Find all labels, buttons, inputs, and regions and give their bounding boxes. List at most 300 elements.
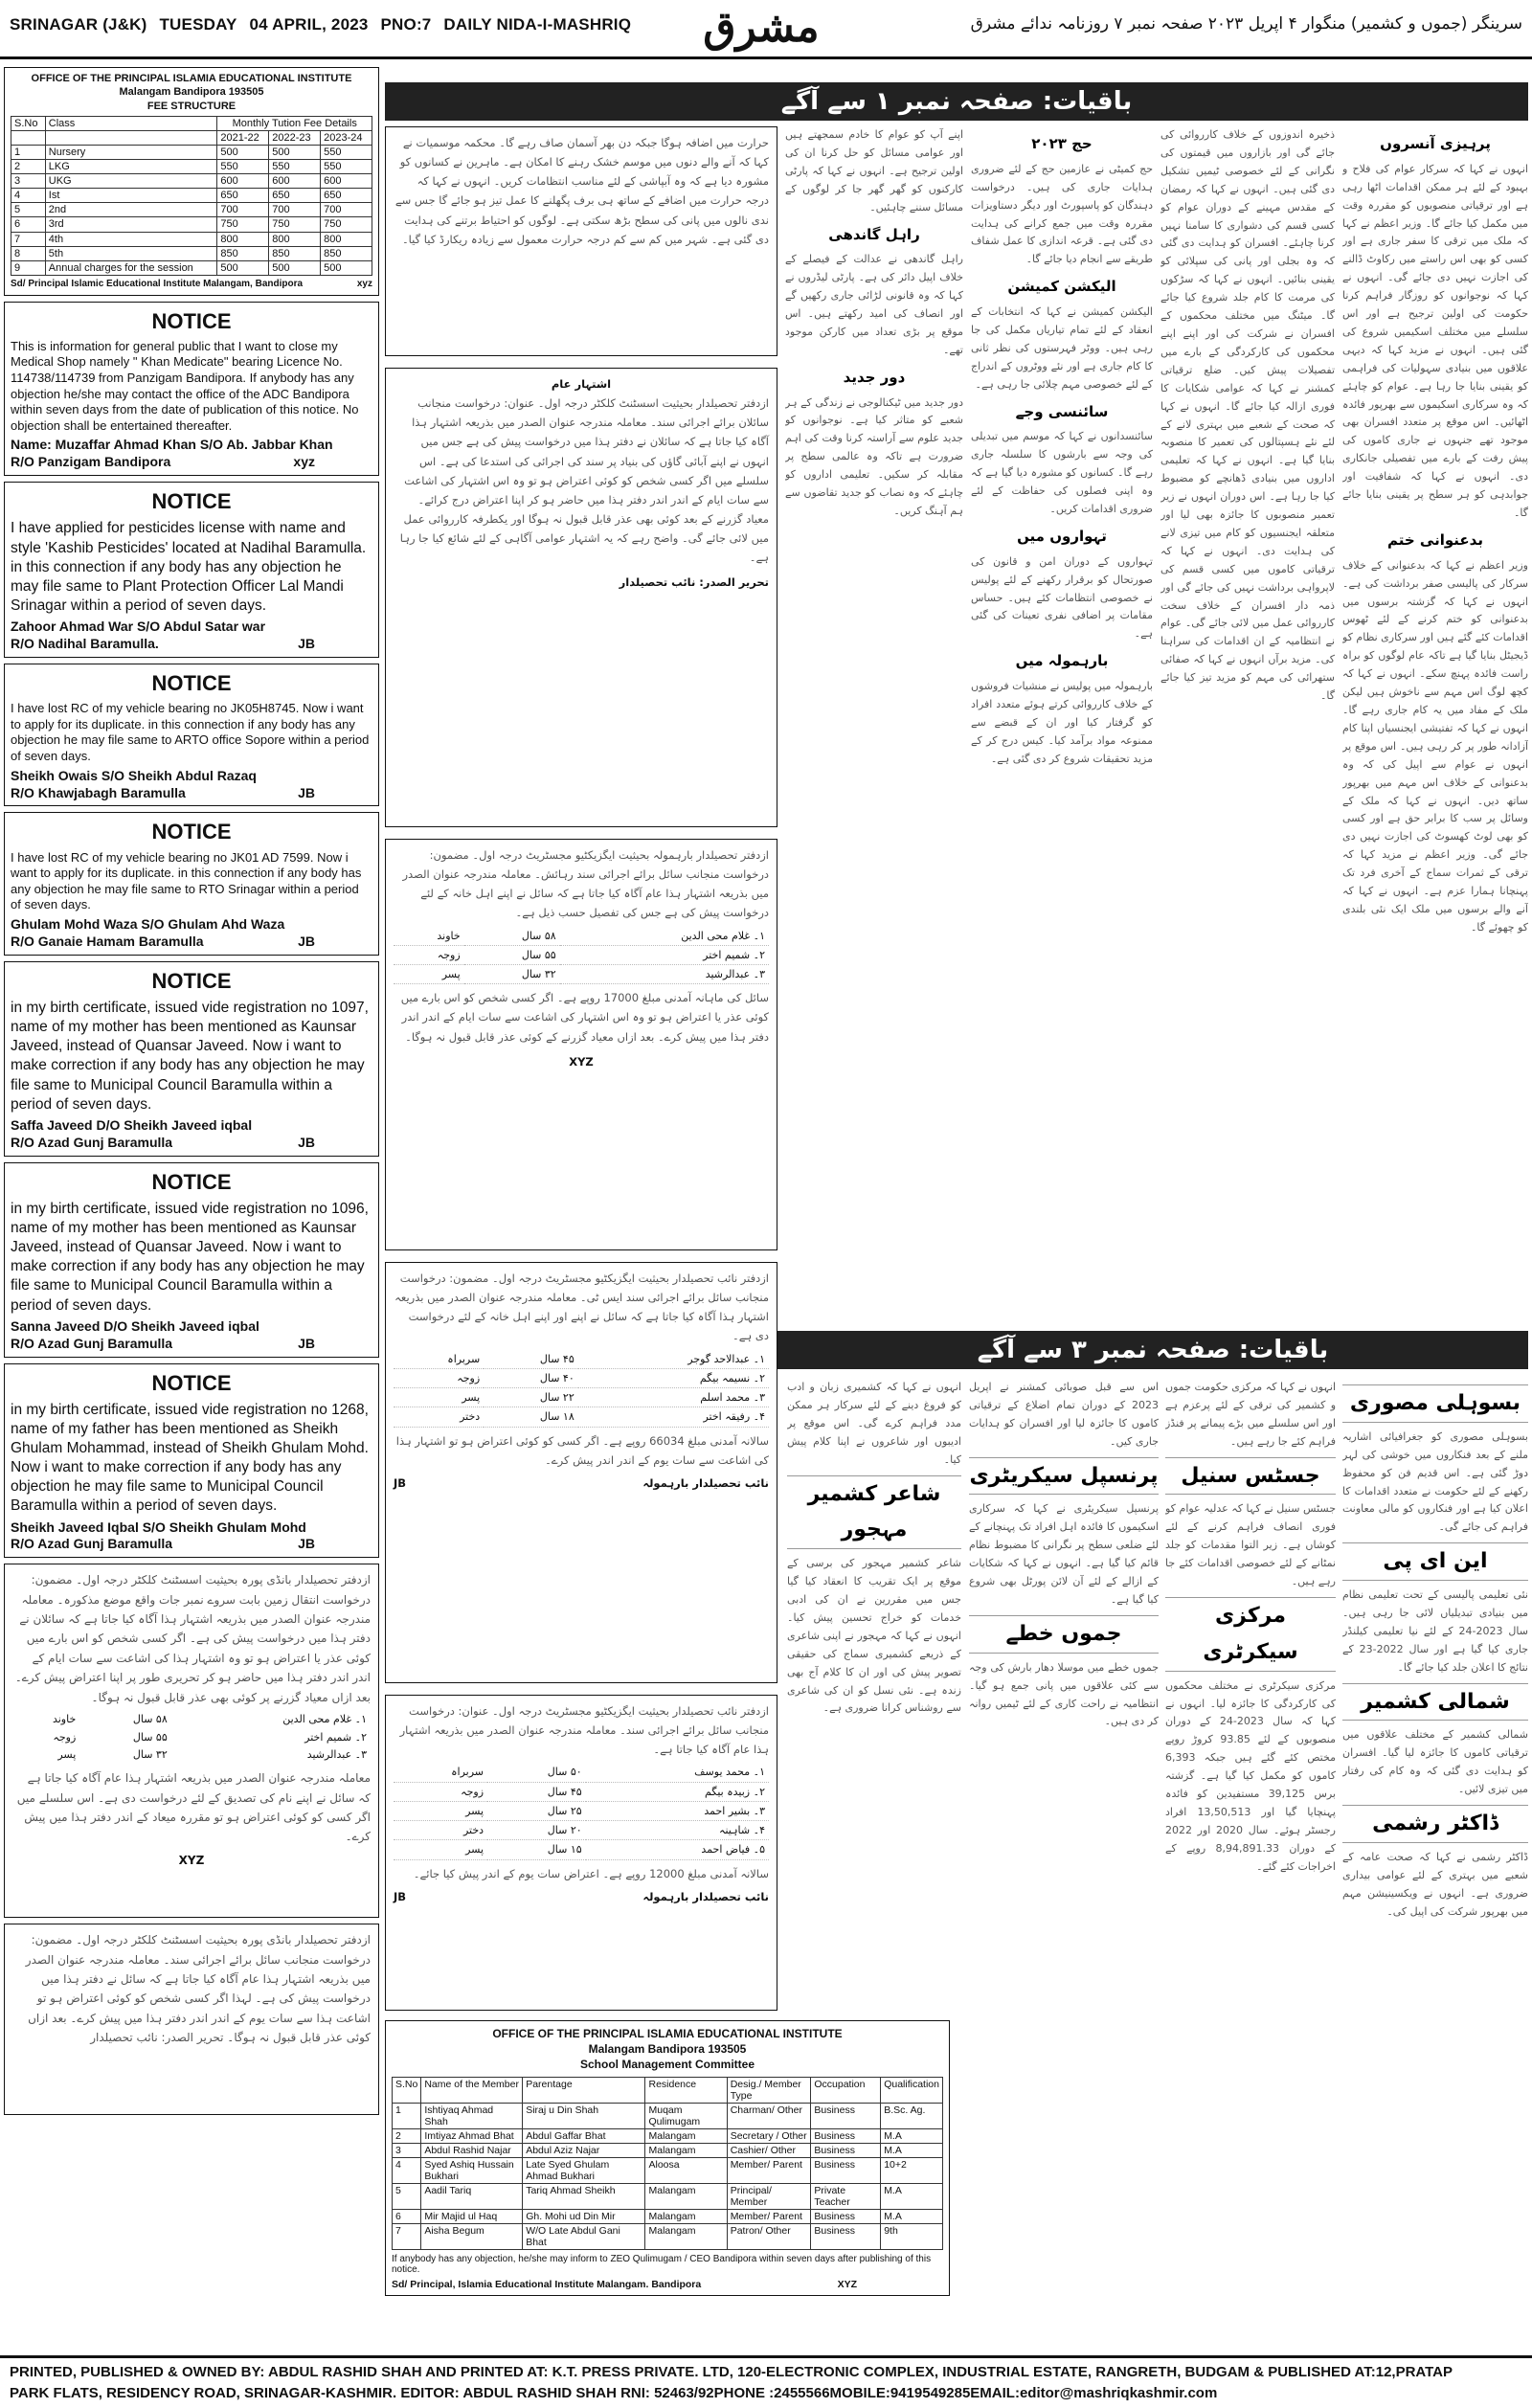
urdu-ad-title: اشتہار عام [551, 377, 612, 391]
urdu-legal-text: معاملہ مندرجہ عنوان الصدر میں بذریعہ اشتہار ہذا عام آگاہ کیا جاتا ہے کہ سائل نے اپنے نام کی تصدیق کے لئے درخواست دی ہے۔ اس سلسلے میں اگر کسی کو کوئی اعتراض ہو تو مقررہ میعاد کے اندر دفتر ہذا میں پیش کرے۔ [16, 1771, 371, 1844]
family-cell: پسر [394, 1801, 487, 1820]
imprint-footer [0, 2355, 1532, 2408]
notice-title: NOTICE [151, 968, 232, 993]
column-subhead: شمالی کشمیر [1342, 1683, 1528, 1722]
fee-cell: 9 [11, 260, 46, 275]
smc-cell: 2 [393, 2128, 421, 2143]
family-cell: ۱۔ غلام محی الدین [560, 927, 769, 946]
notice-box [4, 812, 379, 955]
smc-cell: Business [811, 2209, 881, 2223]
smc-cell: Imtiyaz Ahmad Bhat [421, 2128, 523, 2143]
masthead-date: 04 APRIL, 2023 [249, 15, 369, 34]
main-news-area [385, 67, 1528, 2351]
notice-body: I have lost RC of my vehicle bearing no JK05H8745. Now i want to apply for its duplicate. in this connection if any body has any objection he may file same to ARTO office Sopore within a period of seven days. [11, 701, 370, 763]
school-management-committee-ad [385, 2020, 950, 2296]
fee-header-class: Class [45, 116, 217, 130]
fee-table [11, 116, 372, 276]
urdu-legal-notice-left-bottom [4, 1924, 379, 2115]
family-row [394, 945, 769, 964]
fee-cell: UKG [45, 174, 217, 189]
notice-code: xyz [293, 454, 315, 470]
masthead-dateline [10, 15, 639, 34]
article-text: شاعر کشمیر مہجور کی برسی کے موقع پر ایک تقریب کا انعقاد کیا گیا جس میں مقررین نے ان کی ادبی خدمات کو خراج تحسین پیش کیا۔ انہوں نے کہا کہ مہجور نے اپنی شاعری کے ذریعے کشمیری سماج کی حقیقی تصویر پیش کی اور ان کا کلام آج بھی زندہ ہے۔ نئی نسل کو ان کی شاعری سے روشناس کرانا ضروری ہے۔ [787, 1557, 961, 1715]
family-cell: ۲۔ شمیم اختر [304, 1730, 367, 1744]
masthead-urdu-dateline: سرینگر (جموں و کشمیر) منگوار ۴ اپریل ۲۰۲۳ صفحہ نمبر ۷ روزنامہ ندائے مشرق [970, 14, 1522, 34]
news-column [969, 1379, 1159, 2336]
news-column [1165, 1379, 1336, 2336]
fee-title-2: Malangam Bandipora 193505 [119, 86, 264, 99]
article-text: پرنسپل سیکریٹری نے کہا کہ سرکاری اسکیموں کا فائدہ اہل افراد تک پہنچانے کے لئے ضلعی سطح پر نگرانی کا مضبوط نظام قائم کیا گیا ہے۔ انہوں نے کہا کہ شکایات کے ازالے کے لئے آن لائن پورٹل بھی شروع کیا گیا ہے۔ [969, 1502, 1159, 1606]
smc-row [393, 2157, 943, 2183]
urdu-legal-text: ازدفتر تحصیلدار بارہمولہ بحیثیت ایگزیکٹیو مجسٹریٹ درجہ اول۔ مضمون: درخواست منجانب سائل برائے اجرائی سند رہائش۔ معاملہ مندرجہ عنوان الصدر میں بذریعہ اشتہار ہذا عام آگاہ کیا جاتا ہے کہ سائل نے اپنے اہل خانہ کے لئے درخواست پیش کی ہے جس کی تفصیل حسب ذیل ہے۔ [402, 848, 769, 920]
fee-cell: 750 [321, 217, 372, 232]
smc-cell: Aisha Begum [421, 2223, 523, 2249]
column-subhead: شاعر کشمیر مہجور [787, 1475, 961, 1550]
smc-cell: Late Syed Ghulam Ahmad Bukhari [523, 2157, 645, 2183]
family-row [394, 1840, 769, 1859]
urdu-family-table [394, 1763, 769, 1859]
column-subhead: بسوہلی مصوری [1342, 1384, 1528, 1423]
family-cell: ۵۵ سال [464, 945, 560, 964]
article-text: نئی تعلیمی پالیسی کے تحت تعلیمی نظام میں بنیادی تبدیلیاں لائی جا رہی ہیں۔ سال 2023-24 کے لئے نیا تعلیمی کیلنڈر جاری کیا گیا ہے اور سال 2022-23 کے نتائج کا اعلان جلد کیا جائے گا۔ [1342, 1588, 1528, 1674]
notice-address: R/O Azad Gunj Baramulla [11, 1335, 173, 1351]
urdu-legal-text: سائل کی ماہانہ آمدنی مبلغ 17000 روپے ہے۔ اگر کسی شخص کو اس بارے میں کوئی عذر یا اعتراض ہو تو وہ اس اشتہار کی اشاعت سے سات ایام کے اندر اندر دفتر ہذا میں پیش کرے۔ بعد ازاں معیاد گزرنے کے کوئی عذر قابل قبول نہ ہوگا۔ [400, 991, 769, 1044]
family-cell: پسر [394, 965, 464, 984]
fee-cell: 850 [321, 246, 372, 260]
newspaper-logo: مشرق [703, 3, 820, 52]
article-text: اس سے قبل صوبائی کمشنر نے اپریل 2023 کے دوران تمام اضلاع کے ترقیاتی کاموں کا جائزہ لیا اور افسران کو ہدایات جاری کیں۔ [969, 1381, 1159, 1448]
family-cell: ۵۔ فیاض احمد [586, 1840, 769, 1859]
urdu-family-table [12, 1711, 371, 1765]
urdu-article-box [385, 126, 777, 356]
smc-cell: 3 [393, 2143, 421, 2157]
fee-cell: 550 [217, 160, 269, 174]
fee-cell: 800 [217, 232, 269, 246]
fee-cell: 700 [321, 203, 372, 217]
smc-cell: Business [811, 2157, 881, 2183]
notice-code: JB [298, 1134, 315, 1150]
column-subhead: پرہیزی آنسروں [1380, 135, 1491, 152]
fee-row [11, 189, 372, 203]
fee-header-details: Monthly Tution Fee Details [217, 116, 372, 130]
notice-signatory: Sheikh Owais S/O Sheikh Abdul Razaq [11, 767, 257, 783]
notice-title: NOTICE [151, 820, 232, 844]
article-text: جموں خطے میں موسلا دھار بارش کی وجہ سے کئی علاقوں میں پانی جمع ہو گیا۔ انتظامیہ نے راحت کاری کے لئے ٹیمیں روانہ کر دی ہیں۔ [969, 1660, 1159, 1728]
smc-row [393, 2143, 943, 2157]
family-cell: ۵۵ سال [132, 1730, 168, 1744]
urdu-legal-notice [385, 1262, 777, 1683]
smc-cell: M.A [881, 2128, 943, 2143]
notice-signatory: Zahoor Ahmad War S/O Abdul Satar war [11, 619, 266, 635]
column-subhead: دور جدید [843, 368, 906, 386]
family-cell: ۲۰ سال [487, 1821, 586, 1840]
urdu-legal-notice-left [4, 1564, 379, 1918]
urdu-legal-notice [385, 1695, 777, 2011]
smc-header-cell: S.No [393, 2077, 421, 2103]
smc-cell: Tariq Ahmad Sheikh [523, 2183, 645, 2209]
smc-cell: Abdul Aziz Najar [523, 2143, 645, 2157]
news-column [971, 126, 1153, 1323]
notice-title: NOTICE [151, 670, 232, 695]
fee-cell: 800 [321, 232, 372, 246]
fee-header-sno: S.No [11, 116, 46, 130]
urdu-ad-signatory: نائب تحصیلدار بارہمولہ [642, 1475, 769, 1490]
fee-cell: 800 [269, 232, 321, 246]
smc-cell: Member/ Parent [727, 2157, 811, 2183]
notice-box [4, 482, 379, 658]
notice-title: NOTICE [151, 489, 232, 514]
smc-cell: Aloosa [645, 2157, 727, 2183]
urdu-ad-code: XYZ [569, 1054, 594, 1069]
smc-cell: 10+2 [881, 2157, 943, 2183]
column-subhead: جسٹس سنیل [1165, 1457, 1336, 1496]
family-cell: ۴۔ شاہینہ [586, 1821, 769, 1840]
urdu-legal-text: ازدفتر تحصیلدار بانڈی پورہ بحیثیت اسسٹنٹ کلکٹر درجہ اول۔ مضمون: درخواست منجانب سائل برائے اجرائی سند۔ معاملہ مندرجہ عنوان الصدر میں بذریعہ اشتہار ہذا عام آگاہ کیا جاتا ہے کہ سائل نے دفتر ہذا میں درخواست پیش کی ہے۔ لہذا اگر کسی شخص کو کوئی اعتراض ہو تو اشاعت ہذا سے سات یوم کے اندر اندر دفتر ہذا میں پیش کرے۔ بعد ازاں کوئی عذر قابل قبول نہ ہوگا۔ تحریر الصدر: نائب تحصیلدار [25, 1933, 371, 2045]
fee-cell: 4 [11, 189, 46, 203]
article-text: راہل گاندھی نے عدالت کے فیصلے کے خلاف اپیل دائر کی ہے۔ پارٹی لیڈروں نے کہا کہ وہ قانونی لڑائی جاری رکھیں گے اور انصاف کی امید رکھتے ہیں۔ اس موقع پر بڑی تعداد میں کارکن موجود تھے۔ [785, 253, 963, 356]
column-subhead: راہل گاندھی [828, 225, 920, 243]
continuation-banner-mid: باقیات: صفحہ نمبر ۳ سے آگے [777, 1331, 1528, 1369]
fee-title-1: OFFICE OF THE PRINCIPAL ISLAMIA EDUCATIONAL INSTITUTE [31, 73, 352, 84]
family-row [12, 1729, 371, 1747]
smc-cell: Abdul Rashid Najar [421, 2143, 523, 2157]
fee-cell: 500 [269, 260, 321, 275]
fee-cell: 600 [269, 174, 321, 189]
family-cell: پسر [394, 1840, 487, 1859]
notice-signatory: Saffa Javeed D/O Sheikh Javeed iqbal [11, 1116, 253, 1133]
notice-address: R/O Panzigam Bandipora [11, 454, 171, 470]
column-subhead: حج ۲۰۲۳ [1031, 135, 1093, 152]
fee-row [11, 232, 372, 246]
urdu-ad-code: JB [394, 1475, 407, 1490]
family-cell: خاوند [52, 1713, 77, 1726]
smc-row [393, 2103, 943, 2128]
fee-cell: Nursery [45, 146, 217, 160]
urdu-ad-signatory: نائب تحصیلدار بارہمولہ [642, 1889, 769, 1903]
smc-title-3: School Management Committee [579, 2058, 755, 2072]
family-cell: زوجہ [53, 1730, 77, 1744]
column-subhead: سائنسی وجے [1015, 402, 1109, 420]
notice-body: in my birth certificate, issued vide registration no 1268, name of my father has been mentioned as Sheikh Ghulam Mohammad, instead of Sheikh Ghulam Mohd. Now i want to make correction if any body has any objection he may file same to Municipal Council Baramulla within a period of seven days. [11, 1401, 369, 1515]
family-row [394, 1801, 769, 1820]
smc-cell: 7 [393, 2223, 421, 2249]
smc-cell: Business [811, 2223, 881, 2249]
fee-cell: 2 [11, 160, 46, 174]
smc-row [393, 2209, 943, 2223]
smc-cell: Muqam Qulimugam [645, 2103, 727, 2128]
smc-cell: Member/ Parent [727, 2209, 811, 2223]
family-cell: ۳۔ عبدالرشید [306, 1748, 367, 1762]
article-text: ڈاکٹر رشمی نے کہا کہ صحت عامہ کے شعبے میں بہتری کے لئے عوامی بیداری ضروری ہے۔ انہوں نے ویکسینیشن مہم میں بھرپور شرکت کی اپیل کی۔ [1342, 1850, 1528, 1918]
article-text: حرارت میں اضافہ ہوگا جبکہ دن بھر آسمان صاف رہے گا۔ محکمہ موسمیات نے کہا کہ آنے والے دنوں میں موسم خشک رہنے کا امکان ہے۔ ماہرین نے کسانوں کو مشورہ دیا ہے کہ وہ آبپاشی کے لئے مناسب انتظامات کریں۔ انہوں نے کہا کہ درجہ حرارت میں اضافے کے ساتھ ہی برف پگھلنے کا عمل تیز ہو جائے گا جس سے ندی نالوں میں پانی کی سطح بڑھ سکتی ہے۔ لوگوں کو احتیاط برتنے کی ہدایت دی گئی ہے۔ شہر میں کم سے کم درجہ حرارت معمول سے زیادہ ریکارڈ کیا گیا۔ [394, 136, 769, 246]
fee-row [11, 160, 372, 174]
family-row [12, 1711, 371, 1729]
article-text: بسوہلی مصوری کو جغرافیائی اشاریہ ملنے کے بعد فنکاروں میں خوشی کی لہر دوڑ گئی ہے۔ اس قدیم فن کو محفوظ رکھنے کے لئے حکومت نے متعدد اقدامات کا اعلان کیا ہے اور فنکاروں کو مالی معاونت فراہم کی جائے گی۔ [1342, 1429, 1528, 1534]
family-cell: ۲۔ نسیمہ بیگم [578, 1368, 769, 1387]
notice-code: JB [298, 1536, 315, 1552]
fee-cell: 750 [269, 217, 321, 232]
notice-code: JB [298, 784, 315, 800]
notice-address: R/O Khawjabagh Baramulla [11, 784, 186, 800]
urdu-legal-text: ازدفتر تحصیلدار بحیثیت اسسٹنٹ کلکٹر درجہ اول۔ عنوان: درخواست منجانب سائلان برائے اجرائی سند۔ معاملہ مندرجہ عنوان الصدر میں بذریعہ اشتہار ہذا آگاہ کیا جاتا ہے کہ سائلان نے دفتر ہذا میں درخواست پیش کی ہے جس میں انہوں نے اپنے آبائی گاؤں کی بنیاد پر سند کی اجرائی کی استدعا کی ہے۔ اس سلسلے میں اگر کسی شخص کو کوئی اعتراض ہو تو وہ اس اشتہار کی اشاعت سے سات ایام کے اندر اندر دفتر ہذا میں حاضر ہو کر اپنا اعتراض درج کرائے۔ معیاد گزرنے کے بعد کوئی بھی عذر قابل قبول نہ ہوگا اور یکطرفہ کارروائی عمل میں لائی جائے گی۔ واضح رہے کہ یہ اشتہار عوامی آگاہی کے لئے شائع کیا جا رہا ہے۔ [399, 396, 769, 565]
urdu-legal-text: ازدفتر نائب تحصیلدار بحیثیت ایگزیکٹیو مجسٹریٹ درجہ اول۔ مضمون: درخواست منجانب سائل برائے اجرائی سند ایس ٹی۔ معاملہ مندرجہ عنوان الصدر میں بذریعہ اشتہار ہذا آگاہ کیا جاتا ہے کہ سائل نے اپنے اور اپنے اہل خانہ کے لئے درخواست دی ہے۔ [394, 1272, 769, 1343]
family-row [394, 1388, 769, 1407]
smc-header-cell: Name of the Member [421, 2077, 523, 2103]
column-subhead: جموں خطے [969, 1615, 1159, 1654]
column-subhead: بارہمولہ میں [1015, 652, 1109, 670]
urdu-legal-text: سالانہ آمدنی مبلغ 12000 روپے ہے۔ اعتراض سات یوم کے اندر پیش کیا جائے۔ [413, 1866, 769, 1880]
notice-box [4, 664, 379, 806]
family-row [394, 1368, 769, 1387]
smc-cell: Charman/ Other [727, 2103, 811, 2128]
smc-cell: M.A [881, 2209, 943, 2223]
fee-cell: 550 [321, 146, 372, 160]
family-row [394, 927, 769, 946]
family-cell: ۳۔ عبدالرشید [560, 965, 769, 984]
family-cell: ۲۵ سال [487, 1801, 586, 1820]
urdu-ad-code: XYZ [178, 1853, 205, 1867]
smc-footer: Sd/ Principal, Islamia Educational Institute Malangam. Bandipora [392, 2278, 702, 2290]
smc-header-cell: Parentage [523, 2077, 645, 2103]
left-notices-column [4, 67, 379, 2351]
article-text: جسٹس سنیل نے کہا کہ عدلیہ عوام کو فوری انصاف فراہم کرنے کے لئے کوشاں ہے۔ زیر التوا مقدمات کو جلد نمٹانے کے لئے خصوصی اقدامات کئے جا رہے ہیں۔ [1165, 1502, 1336, 1588]
family-cell: ۱۔ عبدالاحد گوجر [578, 1350, 769, 1369]
smc-header-cell: Desig./ Member Type [727, 2077, 811, 2103]
smc-cell: Business [811, 2103, 881, 2128]
family-row [394, 1350, 769, 1369]
fee-cell: 700 [217, 203, 269, 217]
article-text: اپنے آپ کو عوام کا خادم سمجھتے ہیں اور عوامی مسائل کو حل کرنا ان کی اولین ترجیح ہے۔ انہوں نے کہا کہ پارٹی کارکنوں کو گھر گھر جا کر لوگوں کے مسائل سننے چاہئیں۔ [785, 128, 963, 214]
smc-cell: 5 [393, 2183, 421, 2209]
smc-cell: Malangam [645, 2143, 727, 2157]
fee-cell: 2nd [45, 203, 217, 217]
family-row [394, 1782, 769, 1801]
notice-title: NOTICE [151, 1169, 232, 1194]
family-cell: ۲۔ زبیدہ بیگم [586, 1782, 769, 1801]
family-cell: پسر [57, 1748, 77, 1762]
smc-title-1: OFFICE OF THE PRINCIPAL ISLAMIA EDUCATIONAL INSTITUTE [492, 2027, 843, 2040]
smc-cell: W/O Late Abdul Gani Bhat [523, 2223, 645, 2249]
news-column [787, 1379, 961, 2011]
fee-cell: 600 [321, 174, 372, 189]
article-text: وزیر اعظم نے کہا کہ بدعنوانی کے خلاف سرکار کی پالیسی صفر برداشت کی ہے۔ انہوں نے کہا کہ گزشتہ برسوں میں بدعنوانی کو ختم کرنے کے لئے ٹھوس اقدامات کئے گئے ہیں اور سرکاری نظام کو ڈیجیٹل بنایا گیا ہے تاکہ عام لوگوں کو براہ راست فائدہ پہنچ سکے۔ انہوں نے کہا کہ کچھ لوگ اس مہم سے ناخوش ہیں لیکن ملک کے مفاد میں یہ کام جاری رہے گا۔ انہوں نے کہا کہ تفتیشی ایجنسیاں اپنا کام آزادانہ طور پر کر رہی ہیں۔ اس موقع پر انہوں نے عوام سے اپیل کی کہ وہ بدعنوانی کے خلاف اس مہم میں بھرپور ساتھ دیں۔ انہوں نے کہا کہ ملک کے وسائل پر سب کا برابر حق ہے اور کسی کو بھی لوٹ کھسوٹ کی اجازت نہیں دی جائے گی۔ وزیر اعظم نے مزید کہا کہ ترقی کے ثمرات سماج کے آخری فرد تک پہنچانا ہمارا عزم ہے۔ انہوں نے کہا کہ آنے والے برسوں میں ملک ایک نئی بلندی کو چھوئے گا۔ [1342, 558, 1528, 934]
smc-header-cell: Occupation [811, 2077, 881, 2103]
fee-cell: 650 [217, 189, 269, 203]
masthead-page: PNO:7 [380, 15, 432, 34]
article-text: ذخیرہ اندوزوں کے خلاف کارروائی کی جائے گی اور بازاروں میں قیمتوں کی نگرانی کے لئے خصوصی ٹیمیں تشکیل دی گئی ہیں۔ انہوں نے کہا کہ رمضان کے مقدس مہینے کے دوران عوام کو کسی قسم کی دشواری کا سامنا نہیں کرنا چاہئے۔ افسران کو ہدایت دی گئی کہ وہ بجلی اور پانی کی سپلائی کو یقینی بنائیں۔ انہوں نے کہا کہ سڑکوں کی مرمت کا کام جلد شروع کیا جائے گا۔ میٹنگ میں مختلف محکموں کے افسران نے شرکت کی اور اپنے اپنے محکموں کی کارکردگی کے بارے میں تفصیلات پیش کیں۔ ضلع ترقیاتی کمشنر نے کہا کہ عوامی شکایات کا فوری ازالہ کیا جائے گا۔ انہوں نے کہا کہ صحت کے شعبے میں بہتری لانے کے لئے نئے ہسپتالوں کی تعمیر کا منصوبہ بنایا گیا ہے۔ انہوں نے کہا کہ تعلیمی اداروں میں بنیادی ڈھانچے کو مضبوط کیا جا رہا ہے۔ اس دوران انہوں نے زیر تعمیر منصوبوں کا جائزہ بھی لیا اور متعلقہ ایجنسیوں کو کام میں تیزی لانے کی ہدایت دی۔ انہوں نے کہا کہ ترقیاتی کاموں میں کسی قسم کی لاپرواہی برداشت نہیں کی جائے گی اور ذمہ دار افسران کے خلاف سخت کارروائی عمل میں لائی جائے گی۔ عوام نے انتظامیہ کے ان اقدامات کی سراہنا کی۔ مزید برآں انہوں نے کہا کہ صفائی ستھرائی کی مہم کو مزید تیز کیا جائے گا۔ [1160, 128, 1335, 703]
column-subhead: ڈاکٹر رشمی [1342, 1805, 1528, 1843]
fee-cell: 8 [11, 246, 46, 260]
masthead-city: SRINAGAR (J&K) [10, 15, 147, 34]
fee-cell: 1 [11, 146, 46, 160]
column-subhead: این ای پی [1342, 1542, 1528, 1581]
family-cell: ۱۵ سال [487, 1840, 586, 1859]
fee-year: 2022-23 [269, 130, 321, 145]
fee-structure-ad [4, 67, 379, 296]
smc-cell: M.A [881, 2183, 943, 2209]
smc-cell: Business [811, 2128, 881, 2143]
article-text: الیکشن کمیشن نے کہا کہ انتخابات کے انعقاد کے لئے تمام تیاریاں مکمل کی جا رہی ہیں۔ ووٹر فہرستوں کی نظر ثانی کا کام جاری ہے اور نئے ووٹروں کے اندراج کے لئے خصوصی مہم چلائی جا رہی ہے۔ [971, 305, 1153, 391]
fee-title-3: FEE STRUCTURE [146, 100, 237, 112]
fee-cell: 650 [321, 189, 372, 203]
fee-cell: 550 [321, 160, 372, 174]
smc-header-cell: Residence [645, 2077, 727, 2103]
notice-code: JB [298, 933, 315, 949]
family-cell: ۳۲ سال [132, 1748, 168, 1762]
fee-cell: 6 [11, 217, 46, 232]
family-cell: سربراہ [394, 1350, 484, 1369]
family-cell: زوجہ [394, 1368, 484, 1387]
fee-cell: 850 [269, 246, 321, 260]
column-subhead: مرکزی سیکرٹری [1165, 1597, 1336, 1672]
fee-cell: 750 [217, 217, 269, 232]
fee-cell: 650 [269, 189, 321, 203]
urdu-legal-notice [385, 368, 777, 827]
urdu-legal-notice [385, 839, 777, 1250]
family-cell: ۳۔ بشیر احمد [586, 1801, 769, 1820]
fee-cell: 5th [45, 246, 217, 260]
fee-cell: LKG [45, 160, 217, 174]
notice-address: R/O Nadihal Baramulla. [11, 636, 159, 652]
notice-body: I have applied for pesticides license with name and style 'Kashib Pesticides' located at Nadihal Baramulla. in this connection if any body has any objection he may file same to Plant Protection Officer Lal Mandi Srinagar within a period of seven days. [11, 520, 367, 614]
fee-row [11, 174, 372, 189]
masthead-paper: DAILY NIDA-I-MASHRIQ [443, 15, 632, 34]
news-column [1342, 126, 1528, 1323]
smc-cell: Malangam [645, 2128, 727, 2143]
urdu-legal-text: ازدفتر تحصیلدار بانڈی پورہ بحیثیت اسسٹنٹ کلکٹر درجہ اول۔ مضمون: درخواست انتقال زمین بابت سروے نمبر جات واقع موضع مذکورہ۔ معاملہ مندرجہ عنوان الصدر میں بذریعہ اشتہار ہذا آگاہ کیا جاتا ہے کہ سائلان نے دفتر ہذا میں درخواست پیش کی ہے۔ اگر کسی شخص کو اس بارے میں کوئی عذر یا اعتراض ہو تو وہ اشتہار ہذا کی اشاعت سے سات ایام کے اندر اندر دفتر ہذا میں حاضر ہو کر تحریری طور پر اپنا اعتراض پیش کرے۔ بعد ازاں معیاد گزرنے پر کوئی بھی عذر قابل قبول نہ ہوگا۔ [14, 1573, 371, 1704]
notice-signatory: Sheikh Javeed Iqbal S/O Sheikh Ghulam Mohd [11, 1519, 306, 1535]
family-cell: ۱۔ محمد یوسف [586, 1763, 769, 1782]
notice-signatory: Ghulam Mohd Waza S/O Ghulam Ahd Waza [11, 916, 285, 933]
smc-cell: B.Sc. Ag. [881, 2103, 943, 2128]
notice-box [4, 302, 379, 477]
urdu-legal-text: سالانہ آمدنی مبلغ 66034 روپے ہے۔ اگر کسی کو کوئی اعتراض ہو تو اشتہار ہذا کی اشاعت سے سات یوم کے اندر اندر پیش کرے۔ [395, 1433, 769, 1467]
fee-row [11, 146, 372, 160]
article-text: انہوں نے کہا کہ کشمیری زبان و ادب کو فروغ دینے کے لئے سرکار ہر ممکن مدد فراہم کرے گی۔ اس موقع پر ادیبوں اور شاعروں نے اپنا کلام پیش کیا۔ [787, 1381, 961, 1466]
fee-row [11, 260, 372, 275]
column-subhead: پرنسپل سیکریٹری [969, 1457, 1159, 1496]
family-cell: ۵۸ سال [464, 927, 560, 946]
continuation-banner-top: باقیات: صفحہ نمبر ۱ سے آگے [385, 82, 1528, 121]
urdu-ad-code: JB [394, 1889, 407, 1903]
family-cell: ۴۰ سال [484, 1368, 578, 1387]
smc-cell: Malangam [645, 2183, 727, 2209]
masthead-day: TUESDAY [159, 15, 237, 34]
notice-body: in my birth certificate, issued vide registration no 1097, name of my mother has been mentioned as Kaunsar Javeed, instead of Quansar Javeed. Now i want to make correction if any body has any objection he may file same to Municipal Council Baramulla within a period of seven days. [11, 1000, 369, 1113]
fee-row [11, 246, 372, 260]
fee-row [11, 217, 372, 232]
column-subhead: بدعنوانی ختم [1387, 530, 1483, 549]
smc-header-cell: Qualification [881, 2077, 943, 2103]
family-cell: ۴۵ سال [487, 1782, 586, 1801]
family-cell: ۱۸ سال [484, 1407, 578, 1427]
article-text: حج کمیٹی نے عازمین حج کے لئے ضروری ہدایات جاری کی ہیں۔ درخواست دہندگان کو پاسپورٹ اور دیگر دستاویزات مقررہ وقت میں جمع کرانے کی ہدایت دی گئی ہے۔ قرعہ اندازی کا عمل شفاف طریقے سے انجام دیا جائے گا۔ [971, 162, 1153, 266]
family-row [394, 965, 769, 984]
fee-cell: 500 [217, 260, 269, 275]
article-text: دور جدید میں ٹیکنالوجی نے زندگی کے ہر شعبے کو متاثر کیا ہے۔ نوجوانوں کو جدید علوم سے آراستہ کرنا وقت کی اہم ضرورت ہے تاکہ وہ عالمی سطح پر مقابلہ کر سکیں۔ تعلیمی اداروں کو چاہئے کہ وہ نصاب کو جدید تقاضوں سے ہم آہنگ کریں۔ [785, 395, 963, 517]
notice-code: JB [298, 1335, 315, 1351]
article-text: انہوں نے کہا کہ سرکار عوام کی فلاح و بہبود کے لئے ہر ممکن اقدامات اٹھا رہی ہے اور ترقیاتی منصوبوں کو مقررہ وقت میں مکمل کیا جائے گا۔ وزیر اعظم نے کہا کہ ملک میں ترقی کا سفر جاری ہے اور کسی کو بھی اس راستے میں رکاوٹ ڈالنے کی اجازت نہیں دی جائے گی۔ انہوں نے کہا کہ نوجوانوں کو روزگار فراہم کرنا حکومت کی اولین ترجیح ہے اور اس سلسلے میں مختلف اسکیمیں شروع کی گئی ہیں۔ انہوں نے مزید کہا کہ دیہی علاقوں میں بنیادی سہولیات کی فراہمی کو یقینی بنایا جا رہا ہے۔ عوام کو چاہئے کہ وہ سرکاری اسکیموں سے بھرپور فائدہ اٹھائیں۔ اس موقع پر متعدد افسران بھی موجود تھے جنہوں نے جاری کاموں کی پیش رفت کے بارے میں تفصیلی جانکاری دی۔ انہوں نے کہا کہ شفافیت اور جوابدہی کو ہر سطح پر یقینی بنایا جائے گا۔ [1342, 162, 1528, 520]
smc-cell: Malangam [645, 2209, 727, 2223]
fee-cell: 600 [217, 174, 269, 189]
fee-cell: 550 [269, 160, 321, 174]
family-row [394, 1821, 769, 1840]
urdu-ad-signatory: تحریر الصدر: نائب تحصیلدار [619, 575, 769, 590]
smc-table [392, 2077, 943, 2250]
fee-cell: 5 [11, 203, 46, 217]
family-cell: ۵۸ سال [132, 1713, 168, 1726]
fee-cell: 850 [217, 246, 269, 260]
family-row [394, 1763, 769, 1782]
notice-body: This is information for general public that I want to close my Medical Shop namely " Khan Medicate" bearing Licence No. 114738/114739 from Panzigam Bandipora. If anybody has any objection he/she may contact the office of the ADC Bandipora within seven days from the date of publication of this notice. No objection shall be entertained thereafter. [11, 338, 359, 433]
smc-cell: 9th [881, 2223, 943, 2249]
article-text: سائنسدانوں نے کہا کہ موسم میں تبدیلی کی وجہ سے بارشوں کا سلسلہ جاری رہے گا۔ کسانوں کو مشورہ دیا گیا ہے کہ وہ اپنی فصلوں کی حفاظت کے لئے ضروری اقدامات کریں۔ [971, 430, 1153, 515]
family-cell: ۴۵ سال [484, 1350, 578, 1369]
family-cell: ۱۔ غلام محی الدین [282, 1713, 367, 1726]
imprint-line-1: PRINTED, PUBLISHED & OWNED BY: ABDUL RASHID SHAH AND PRINTED AT: K.T. PRESS PRIVATE. LTD, 120-ELECTRONIC COMPLEX, INDUSTRIAL ESTATE, RANGRETH, BUDGAM & PUBLISHED AT:12,PRATAP [10, 2364, 1453, 2380]
smc-cell: Siraj u Din Shah [523, 2103, 645, 2128]
smc-cell: Malangam [645, 2223, 727, 2249]
fee-row [11, 203, 372, 217]
smc-cell: 6 [393, 2209, 421, 2223]
notice-signatory: Name: Muzaffar Ahmad Khan S/O Ab. Jabbar Khan [11, 437, 333, 453]
notice-address: R/O Azad Gunj Baramulla [11, 1536, 173, 1552]
family-cell: ۲۲ سال [484, 1388, 578, 1407]
column-subhead: تہواروں میں [1017, 527, 1107, 545]
fee-cell: Ist [45, 189, 217, 203]
fee-cell: 7 [11, 232, 46, 246]
smc-note: If anybody has any objection, he/she may inform to ZEO Qulimugam / CEO Bandipora within seven days after publishing of this notice. [392, 2253, 932, 2275]
article-text: مرکزی سیکرٹری نے مختلف محکموں کی کارکردگی کا جائزہ لیا۔ انہوں نے کہا کہ سال 2023-24 کے دوران منصوبوں کے لئے 93.85 کروڑ روپے مختص کئے گئے ہیں جبکہ 6,393 کاموں کو مکمل کیا گیا ہے۔ گزشتہ برس 39,125 مستفیدین کو فائدہ پہنچایا گیا اور 13,50,513 افراد رجسٹر ہوئے۔ سال 2020 اور 2022 کے دوران 8,94,891.33 روپے کے اخراجات کئے گئے۔ [1165, 1678, 1336, 1873]
family-row [394, 1407, 769, 1427]
notice-address: R/O Azad Gunj Baramulla [11, 1134, 173, 1150]
column-subhead: الیکشن کمیشن [1007, 278, 1116, 296]
notice-signatory: Sanna Javeed D/O Sheikh Javeed iqbal [11, 1317, 259, 1334]
smc-cell: Private Teacher [811, 2183, 881, 2209]
fee-cell: 700 [269, 203, 321, 217]
family-cell: پسر [394, 1388, 484, 1407]
notice-title: NOTICE [151, 1370, 232, 1395]
article-text: تہواروں کے دوران امن و قانون کی صورتحال کو برقرار رکھنے کے لئے پولیس نے خصوصی انتظامات کئے ہیں۔ حساس مقامات پر اضافی نفری تعینات کی گئی ہے۔ [971, 554, 1153, 641]
smc-cell: 1 [393, 2103, 421, 2128]
smc-code: XYZ [837, 2278, 857, 2290]
masthead [0, 0, 1532, 59]
family-cell: ۵۰ سال [487, 1763, 586, 1782]
notice-address: R/O Ganaie Hamam Baramulla [11, 933, 204, 949]
article-text: انہوں نے کہا کہ مرکزی حکومت جموں و کشمیر کی ترقی کے لئے پرعزم ہے اور اس سلسلے میں بڑے پیمانے پر فنڈز فراہم کئے جا رہے ہیں۔ [1165, 1381, 1336, 1448]
article-text: بارہمولہ میں پولیس نے منشیات فروشوں کے خلاف کارروائی کرتے ہوئے متعدد افراد کو گرفتار کیا اور ان کے قبضے سے ممنوعہ مواد برآمد کیا۔ کیس درج کر کے مزید تحقیقات شروع کر دی گئی ہے۔ [971, 680, 1153, 765]
news-column [1160, 126, 1335, 1323]
smc-cell: Cashier/ Other [727, 2143, 811, 2157]
family-cell: ۳۲ سال [464, 965, 560, 984]
smc-cell: Gh. Mohi ud Din Mir [523, 2209, 645, 2223]
fee-year: 2023-24 [321, 130, 372, 145]
fee-footer: Sd/ Principal Islamic Educational Institute Malangam, Bandipora [11, 278, 304, 289]
urdu-legal-text: ازدفتر نائب تحصیلدار بحیثیت ایگزیکٹیو مجسٹریٹ درجہ اول۔ عنوان: درخواست منجانب سائل برائے اجرائی سند۔ معاملہ مندرجہ عنوان الصدر میں بذریعہ اشتہار ہذا عام آگاہ کیا جاتا ہے۔ [399, 1704, 769, 1757]
notice-title: NOTICE [151, 308, 232, 333]
smc-row [393, 2128, 943, 2143]
smc-cell: Secretary / Other [727, 2128, 811, 2143]
smc-title-2: Malangam Bandipora 193505 [588, 2042, 747, 2057]
family-cell: ۴۔ رفیقہ اختر [578, 1407, 769, 1427]
fee-code: xyz [356, 278, 372, 289]
fee-cell: 500 [269, 146, 321, 160]
smc-cell: Abdul Gaffar Bhat [523, 2128, 645, 2143]
family-cell: خاوند [394, 927, 464, 946]
family-cell: دختر [394, 1407, 484, 1427]
family-cell: ۲۔ شمیم اختر [560, 945, 769, 964]
notice-code: JB [298, 636, 315, 652]
